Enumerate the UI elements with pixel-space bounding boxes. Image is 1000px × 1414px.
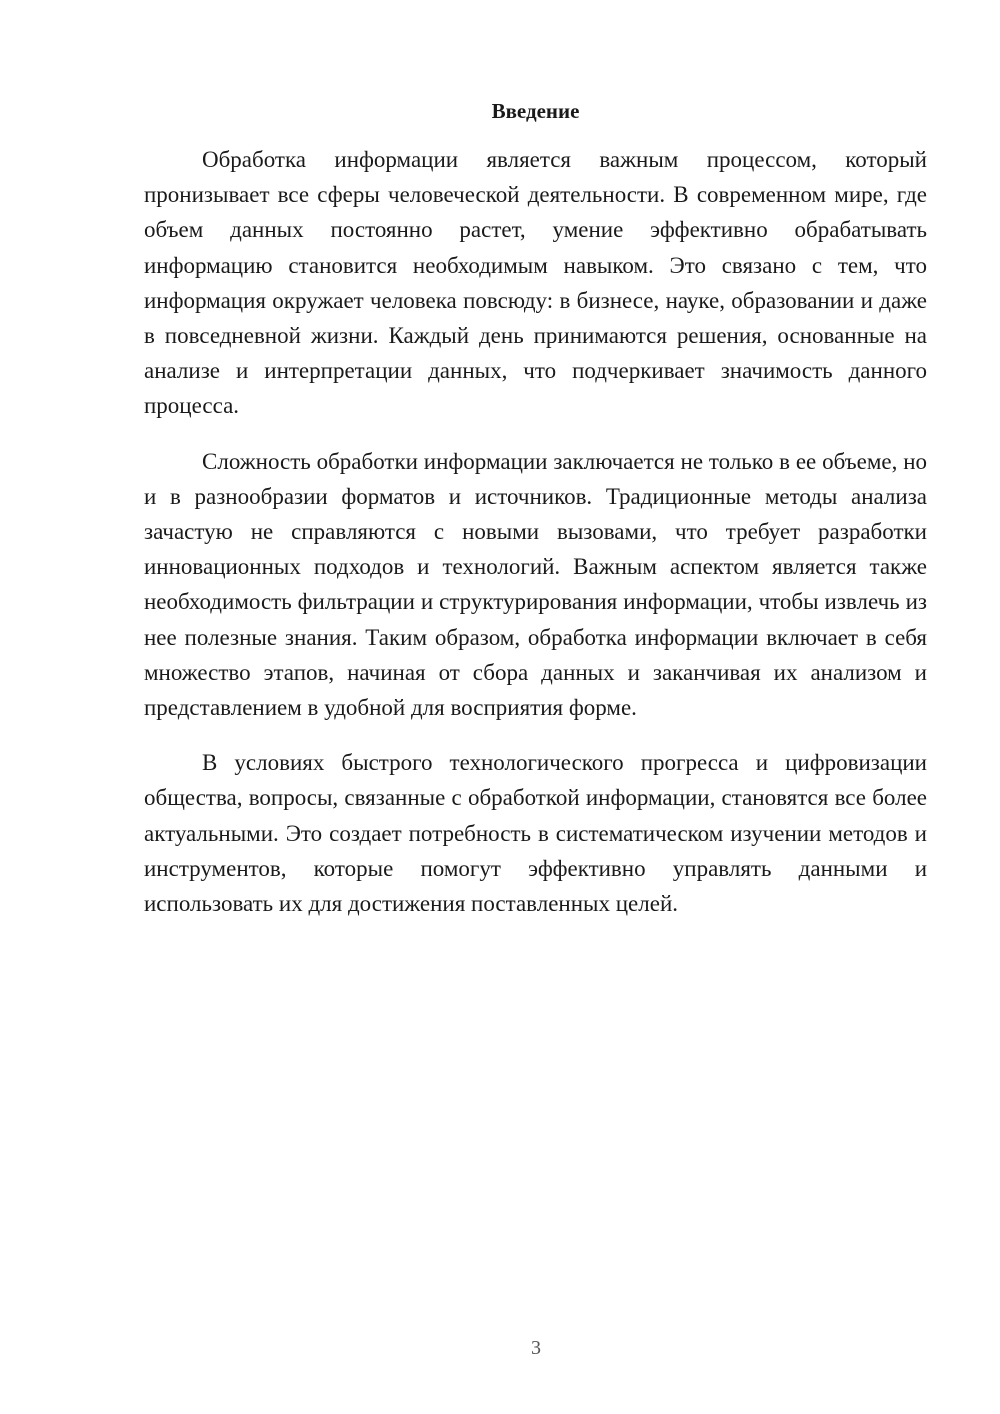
body-text [144, 142, 927, 941]
paragraph-1: Обработка информации является важным процессом, который пронизывает все сферы человеческой деятельности. В современном мире, где объем данных постоянно растет, умение эффективно обрабатывать информацию становится необходимым навыком. Это связано с тем, что информация окружает человека повсюду: в бизнесе, науке, образовании и даже в повседневной жизни. Каждый день принимаются решения, основанные на анализе и интерпретации данных, что подчеркивает значимость данного процесса. [144, 147, 927, 419]
paragraph-3: В условиях быстрого технологического прогресса и цифровизации общества, вопросы, связанные с обработкой информации, становятся все более актуальными. Это создает потребность в систематическом изучении методов и инструментов, которые помогут эффективно управлять данными и использовать их для достижения поставленных целей. [144, 750, 927, 917]
page-number: 3 [531, 1337, 541, 1359]
paragraph-2: Сложность обработки информации заключается не только в ее объеме, но и в разнообразии форматов и источников. Традиционные методы анализа зачастую не справляются с новыми вызовами, что требует разработки инновационных подходов и технологий. Важным аспектом является также необходимость фильтрации и структурирования информации, чтобы извлечь из нее полезные знания. Таким образом, обработка информации включает в себя множество этапов, начиная от сбора данных и заканчивая их анализом и представлением в удобной для восприятия форме. [144, 448, 927, 721]
section-heading: Введение [491, 99, 580, 123]
